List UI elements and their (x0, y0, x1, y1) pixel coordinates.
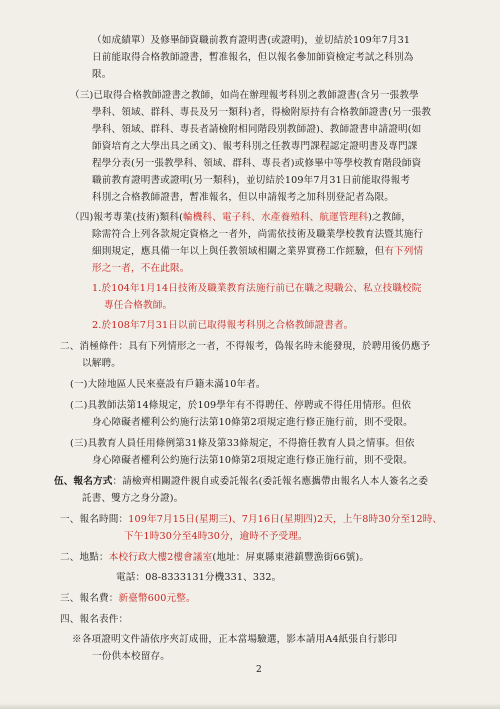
highlight-text: 輪機科、電子科、水產養殖科、航運管理科 (183, 212, 369, 223)
text-line: （三)已取得合格教師證書之教師，如尚在辦理報考科別之教師證書(含另一張教學 (70, 90, 419, 101)
highlight-text: 109年7月15日(星期三)、7月16日(星期四)2天，上午8時30分至12時、 (128, 514, 443, 525)
text-line: 伍、報名方式：請檢齊相關證件親自或委託報名(委託報名應攜帶由報名人本人簽名之委 (54, 476, 429, 487)
highlight-text: 本校行政大樓2樓會議室 (108, 552, 213, 563)
text-line: 除需符合上列各款規定資格之一者外，尚需依技術及職業學校教育法暨其施行 (92, 229, 424, 240)
text-line: 日前能取得合格教師證書，暫准報名，但以報名參加師資檢定考試之科別為 (92, 52, 414, 63)
text-line: (二)具教師法第14條規定，於109學年有不得聘任、停聘或不得任用情形。但依 (70, 400, 412, 411)
text-line: 身心障礙者權利公約施行法第10條第2項規定進行修正施行前，則不受限。 (92, 455, 413, 466)
text-line: 師資培育之大學出具之函文)、報考科別之任教專門課程認定證明書及專門課 (92, 141, 418, 152)
text-line: 職前教育證明書或證明(另一類科)，並切結於109年7月31日前能取得報考 (92, 175, 411, 186)
highlight-text: 有下列情 (384, 246, 424, 257)
text-line: 身心障礙者權利公約施行法第10條第2項規定進行修正施行前，則不受限。 (92, 417, 413, 428)
text-line: 託書、雙方之身分證)。 (82, 493, 184, 504)
text-line: 2.於108年7月31日以前已取得報考科別之合格教師證書者。 (92, 320, 354, 331)
text-line: 學科、領域、群科、專長及另一類科)者，得檢附原持有合格教師證書(另一張教 (92, 107, 432, 118)
text-line: 程學分表(另一張教學科、領域、群科、專長者)或修畢中等學校教育階段師資 (92, 158, 422, 169)
text-line: 限。 (92, 69, 112, 80)
text-line: 二、消極條件：具有下列情形之一者，不得報考，偽報名時未能發現，於聘用後仍應予 (60, 341, 431, 352)
text-line: 1.於104年1月14日技術及職業教育法施行前已在職之現職公、私立技職校院 (92, 283, 422, 294)
page-edge (0, 703, 500, 709)
text-line: 下午1時30分至4時30分，逾時不予受理。 (124, 531, 308, 542)
text-line: (一)大陸地區人民來臺設有戶籍未滿10年者。 (70, 379, 266, 390)
text-line: ※各項證明文件請依序夾訂成冊，正本當場驗選，影本請用A4紙張自行影印 (72, 634, 398, 645)
text-line: 電話：08-8333131分機331、332。 (116, 572, 282, 583)
text-line: (三)具教育人員任用條例第31條及第33條規定，不得擔任教育人員之情事。但依 (70, 438, 415, 449)
text-line: 二、地點：本校行政大樓2樓會議室(地址：屏東縣東港鎮豐漁街66號)。 (60, 552, 370, 563)
text-line: （四)報考專業(技術)類科(輪機科、電子科、水產養殖科、航運管理科)之教師， (70, 212, 412, 223)
text-line: 一份供本校留存。 (92, 651, 170, 662)
highlight-text: 新臺幣600元整。 (118, 593, 196, 604)
text-line: 三、報名費：新臺幣600元整。 (60, 593, 196, 604)
text-line: 四、報名表件： (60, 614, 129, 625)
text-line: 一、報名時間：109年7月15日(星期三)、7月16日(星期四)2天，上午8時30分至12時、 (60, 514, 443, 525)
text-line: （如成績單）及修畢師資職前教育證明書(或證明)，並切結於109年7月31 (92, 35, 411, 46)
text-line: 細則規定，應具備一年以上與任教領域相關之業界實務工作經驗，但有下列情 (92, 246, 424, 257)
section-heading: 伍、報名方式 (54, 476, 113, 487)
text-line: 形之一者，不在此限。 (92, 263, 190, 274)
text-line: 科別之合格教師證書，暫准報名，但以申請報考之加科別登記者為限。 (92, 192, 395, 203)
text-line: 專任合格教師。 (104, 300, 173, 311)
text-line: 學科、領域、群科、專長者請檢附相同階段別教師證)、教師證書申請證明(如 (92, 124, 422, 135)
page-number: 2 (256, 665, 262, 675)
text-line: 以解聘。 (82, 358, 121, 369)
